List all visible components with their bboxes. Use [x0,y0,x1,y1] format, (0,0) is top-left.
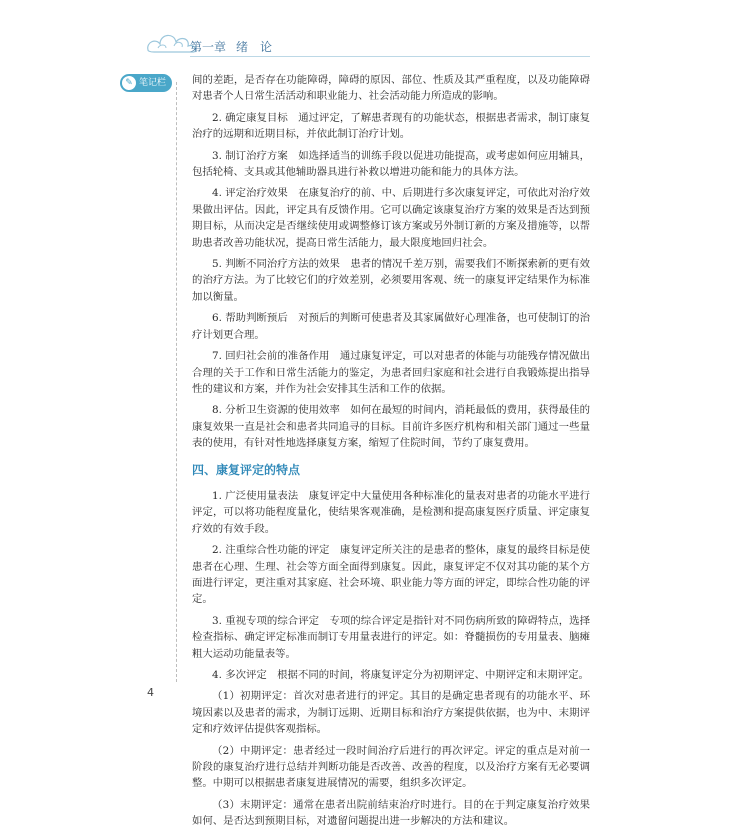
paragraph: 1. 广泛使用量表法 康复评定中大量使用各种标准化的量表对患者的功能水平进行评定，可以将功能程度量化，使结果客观准确，是检测和提高康复医疗质量、评定康复疗效的有效手段。 [192,489,590,535]
paragraph: 3. 重视专项的综合评定 专项的综合评定是指针对不同伤病所致的障碍特点，选择检查指标、确定评定标准而制订专用量表进行的评定。如：脊髓损伤的专用量表、脑瘫粗大运动功能量表等。 [192,614,590,660]
section-heading: 四、康复评定的特点 [192,462,301,477]
paragraph: 5. 判断不同治疗方法的效果 患者的情况千差万别，需要我们不断探索新的更有效的治疗方法。为了比较它们的疗效差别，必须要用客观、统一的康复评定结果作为标准加以衡量。 [192,258,590,303]
paragraph: 7. 回归社会前的准备作用 通过康复评定，可以对患者的体能与功能残存情况做出合理的关于工作和日常生活能力的鉴定，为患者回归家庭和社会进行自我锻炼提出指导性的建议和方案，并作为社会安排其生活和工作的依据。 [192,350,590,395]
page-number: 4 [147,686,154,699]
chapter-number: 第一章 [190,40,227,54]
notes-badge-label: 笔记栏 [139,78,167,88]
paragraph: （1）初期评定：首次对患者进行的评定。其目的是确定患者现有的功能水平、环境因素以及患者的需求，为制订远期、近期目标和治疗方案提供依据，也为中、末期评定和疗效评估提供客观指标。 [192,690,590,736]
paragraph: 4. 评定治疗效果 在康复治疗的前、中、后期进行多次康复评定，可依此对治疗效果做出评估。因此，评定具有反馈作用。它可以确定该康复治疗方案的效果是否达到预期目标，从而决定是否继续使用或调整修订该方案或另外制订新的方案及措施等，以帮助患者改善功能状况，提高日常生活能力，最大限度地回归社会。 [192,187,590,249]
body-text [192,72,590,835]
paragraph: （2）中期评定：患者经过一段时间治疗后进行的再次评定。评定的重点是对前一阶段的康复治疗进行总结并判断功能是否改善、改善的程度，以及治疗方案有无必要调整。中期可以根据患者康复进展情况的需要，组织多次评定。 [192,744,590,790]
pencil-icon: ✎ [122,76,136,90]
notes-margin-divider [176,82,177,682]
notes-column-badge [120,74,172,92]
paragraph: 2. 确定康复目标 通过评定，了解患者现有的功能状态，根据患者需求，制订康复治疗的远期和近期目标，并依此制订治疗计划。 [192,111,590,141]
paragraph: 3. 制订治疗方案 如选择适当的训练手段以促进功能提高，或考虑如何应用辅具，包括轮椅、支具或其他辅助器具进行补救以增进功能和能力的具体方法。 [192,149,590,179]
paragraph: 2. 注重综合性功能的评定 康复评定所关注的是患者的整体，康复的最终目标是使患者在心理、生理、社会等方面全面得到康复。因此，康复评定不仅对其功能的某个方面进行评定，更注重对其家庭、社会环境、职业能力等方面的评定，即综合性功能的评定。 [192,544,590,606]
paragraph: 4. 多次评定 根据不同的时间，将康复评定分为初期评定、中期评定和末期评定。 [212,669,589,681]
paragraph: 8. 分析卫生资源的使用效率 如何在最短的时间内，消耗最低的费用，获得最佳的康复效果一直是社会和患者共同追寻的目标。目前许多医疗机构和相关部门通过一些量表的使用，有针对性地选择康复方案，缩短了住院时间，节约了康复费用。 [192,404,590,450]
paragraph: 6. 帮助判断预后 对预后的判断可使患者及其家属做好心理准备，也可使制订的治疗计划更合理。 [192,312,590,341]
chapter-title: 绪 论 [236,40,273,54]
paragraph: （3）末期评定：通常在患者出院前结束治疗时进行。目的在于判定康复治疗效果如何、是否达到预期目标，对遗留问题提出进一步解决的方法和建议。 [192,798,590,828]
header-divider [190,56,590,57]
chapter-header [190,38,272,55]
paragraph: 间的差距，是否存在功能障碍，障碍的原因、部位、性质及其严重程度，以及功能障碍对患者个人日常生活活动和职业能力、社会活动能力所造成的影响。 [192,74,590,103]
